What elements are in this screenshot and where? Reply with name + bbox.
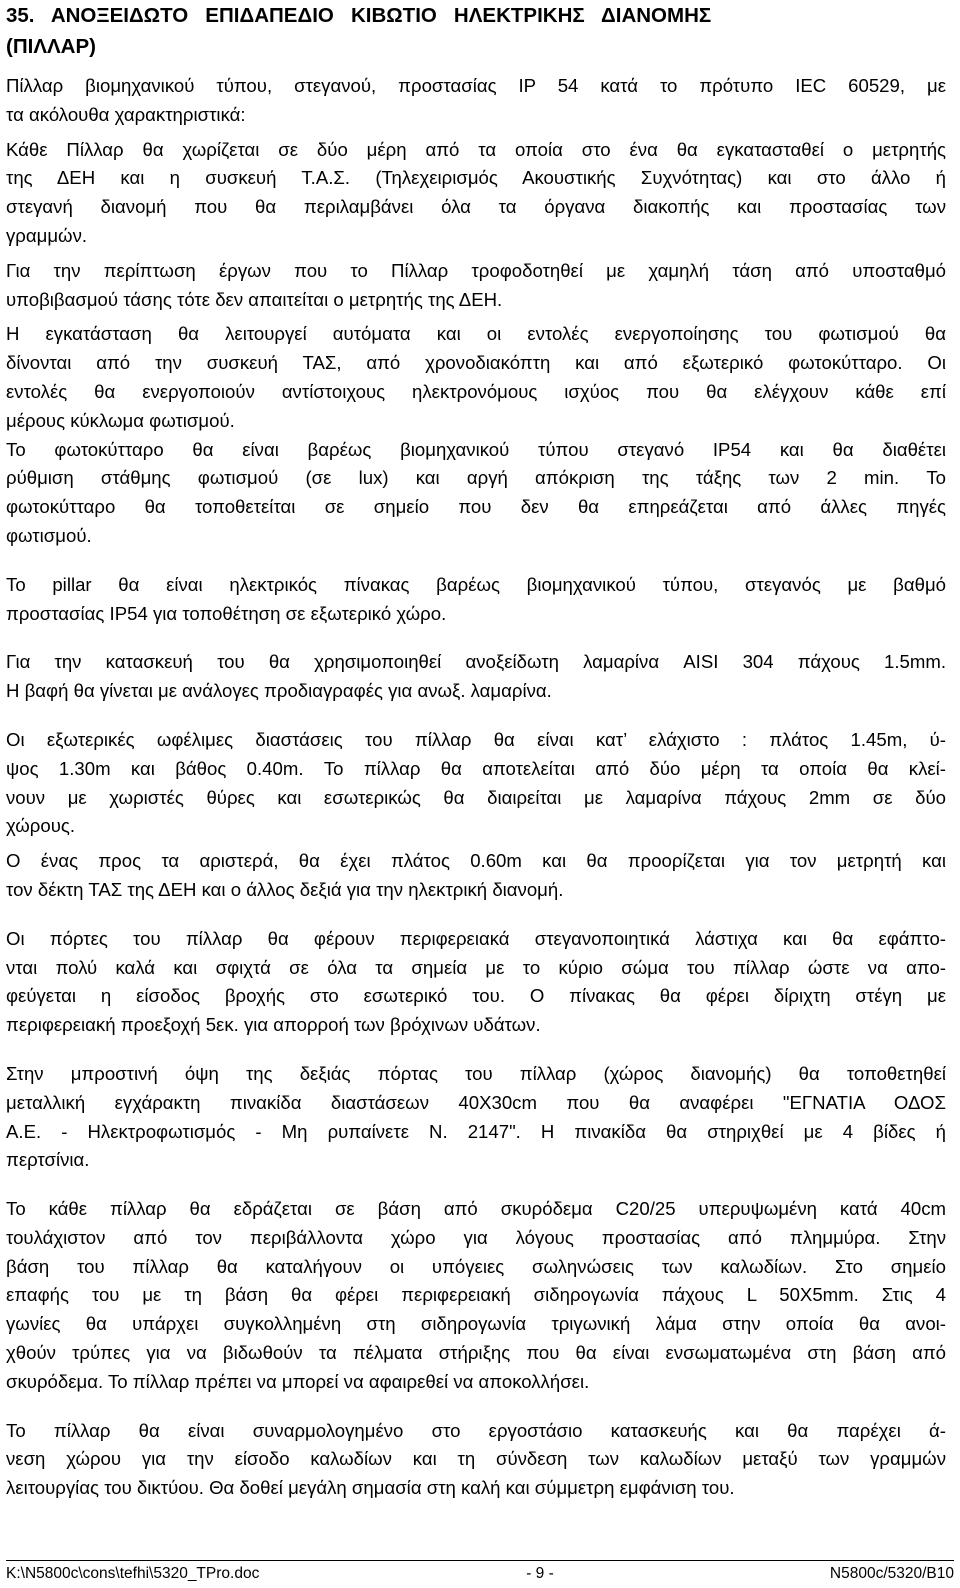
paragraph-line: βάση του πίλλαρ θα καταλήγουν οι υπόγειες σωληνώσεις των καλωδίων. Στο σημείο	[6, 1255, 946, 1277]
paragraph-line: Για την περίπτωση έργων που το Πίλλαρ τροφοδοτηθεί με χαμηλή τάση από υποσταθμό	[6, 259, 946, 281]
paragraph-line: προστασίας IP54 για τοποθέτηση σε εξωτερικό χώρο.	[6, 602, 447, 624]
paragraph-line: επαφής του με τη βάση θα φέρει περιφερειακή σιδηρογωνία πάχους L 50Χ5mm. Στις 4	[6, 1284, 946, 1306]
paragraph	[6, 436, 946, 551]
paragraph-line: Το κάθε πίλλαρ θα εδράζεται σε βάση από σκυρόδεμα C20/25 υπερυψωμένη κατά 40cm	[6, 1198, 946, 1220]
paragraph-line: Η εγκατάσταση θα λειτουργεί αυτόματα και οι εντολές ενεργοποίησης του φωτισμού θα	[6, 323, 946, 345]
section-heading	[6, 0, 946, 62]
paragraph	[6, 648, 946, 706]
paragraph	[6, 136, 946, 251]
paragraph-line: Στην μπροστινή όψη της δεξιάς πόρτας του πίλλαρ (χώρος διανομής) θα τοποθετηθεί	[6, 1062, 946, 1084]
paragraph-line: Για την κατασκευή του θα χρησιμοποιηθεί ανοξείδωτη λαμαρίνα AISI 304 πάχους 1.5mm.	[6, 651, 946, 673]
paragraph-line: Το pillar θα είναι ηλεκτρικός πίνακας βαρέως βιομηχανικού τύπου, στεγανός με βαθμό	[6, 573, 946, 595]
footer-file-path: K:\N5800c\cons\tefhi\5320_TPro.doc	[6, 1565, 260, 1582]
paragraph-line: νουν με χωριστές θύρες και εσωτερικώς θα διαιρείται με λαμαρίνα πάχους 2mm σε δύο	[6, 786, 946, 808]
heading-line-2: (ΠΙΛΛΑΡ)	[6, 35, 96, 58]
paragraph	[6, 72, 946, 130]
paragraph-line: Οι πόρτες του πίλλαρ θα φέρουν περιφερειακά στεγανοποιητικά λάστιχα και θα εφάπτο-	[6, 927, 946, 949]
footer-page-number: - 9 -	[526, 1565, 554, 1582]
paragraph-line: ψος 1.30m και βάθος 0.40m. Το πίλλαρ θα αποτελείται από δύο μέρη τα οποία θα κλεί-	[6, 757, 946, 779]
paragraph-line: φωτισμού.	[6, 524, 92, 546]
paragraph-line: χθούν τρύπες για να βιδωθούν τα πέλματα στήριξης που θα είναι ενσωματωμένα στη βάση από	[6, 1342, 946, 1364]
paragraph-line: ρύθμιση στάθμης φωτισμού (σε lux) και αργή απόκριση της τάξης των 2 min. Το	[6, 467, 946, 489]
paragraph-line: περιφερειακή προεξοχή 5εκ. για απορροή των βρόχινων υδάτων.	[6, 1014, 541, 1036]
paragraph	[6, 1417, 946, 1503]
paragraph-line: νεση χώρου για την είσοδο καλωδίων και τη σύνδεση των καλωδίων μεταξύ των γραμμών	[6, 1448, 946, 1470]
paragraph-line: Το πίλλαρ θα είναι συναρμολογημένο στο εργοστάσιο κατασκευής και θα παρέχει ά-	[6, 1419, 946, 1441]
paragraph	[6, 1060, 946, 1175]
page-footer	[6, 1560, 954, 1584]
paragraph-line: γωνίες θα υπάρχει συγκολλημένη στη σιδηρογωνία τριγωνική λάμα στην οποία θα ανοι-	[6, 1313, 946, 1335]
body-text	[6, 72, 946, 1503]
paragraph	[6, 1195, 946, 1397]
paragraph-line: Πίλλαρ βιομηχανικού τύπου, στεγανού, προστασίας IP 54 κατά το πρότυπο IEC 60529, με	[6, 75, 946, 96]
paragraph-line: νται πολύ καλά και σφιχτά σε όλα τα σημεία με το κύριο σώμα του πίλλαρ ώστε να απο-	[6, 956, 946, 978]
paragraph-line: Οι εξωτερικές ωφέλιμες διαστάσεις του πίλλαρ θα είναι κατ’ ελάχιστο : πλάτος 1.45m, ύ-	[6, 728, 946, 750]
paragraph-line: Η βαφή θα γίνεται με ανάλογες προδιαγραφές για ανωξ. λαμαρίνα.	[6, 680, 552, 702]
paragraph-line: στεγανή διανομή που θα περιλαμβάνει όλα τα όργανα διακοπής και προστασίας των	[6, 196, 946, 218]
paragraph-line: Ο ένας προς τα αριστερά, θα έχει πλάτος 0.60m και θα προορίζεται για τον μετρητή και	[6, 850, 946, 872]
paragraph-line: τουλάχιστον από τον περιβάλλοντα χώρο για λόγους προστασίας από πλημμύρα. Στην	[6, 1226, 946, 1248]
footer-doc-code: N5800c/5320/B10	[829, 1565, 954, 1582]
document-page	[6, 0, 946, 1503]
paragraph-line: της ΔΕΗ και η συσκευή Τ.Α.Σ. (Τηλεχειρισμός Ακουστικής Συχνότητας) και στο άλλο ή	[6, 167, 946, 189]
paragraph-line: εντολές θα ενεργοποιούν αντίστοιχους ηλεκτρονόμους ισχύος που θα ελέγχουν κάθε επί	[6, 380, 946, 402]
paragraph-line: χώρους.	[6, 815, 75, 837]
paragraph-line: μέρους κύκλωμα φωτισμού.	[6, 409, 235, 431]
paragraph-line: σκυρόδεμα. Το πίλλαρ πρέπει να μπορεί να αφαιρεθεί να αποκολλήσει.	[6, 1370, 590, 1392]
paragraph	[6, 726, 946, 841]
paragraph	[6, 571, 946, 629]
paragraph-line: λειτουργίας του δικτύου. Θα δοθεί μεγάλη σημασία στη καλή και σύμμετρη εμφάνιση του.	[6, 1477, 735, 1499]
paragraph-line: μεταλλική εγχάρακτη πινακίδα διαστάσεων 40Χ30cm που θα αναφέρει "ΕΓΝΑΤΙΑ ΟΔΟΣ	[6, 1091, 946, 1113]
paragraph-line: Α.Ε. - Ηλεκτροφωτισμός - Μη ρυπαίνετε Ν. 2147". Η πινακίδα θα στηριχθεί με 4 βίδες ή	[6, 1120, 946, 1142]
paragraph-line: δίνονται από την συσκευή ΤΑΣ, από χρονοδιακόπτη και από εξωτερικό φωτοκύτταρο. Οι	[6, 352, 946, 374]
paragraph-line: φωτοκύτταρο θα τοποθετείται σε σημείο που δεν θα επηρεάζεται από άλλες πηγές	[6, 496, 946, 518]
paragraph-line: Το φωτοκύτταρο θα είναι βαρέως βιομηχανικού τύπου στεγανό IP54 και θα διαθέτει	[6, 438, 946, 460]
paragraph-line: Κάθε Πίλλαρ θα χωρίζεται σε δύο μέρη από τα οποία στο ένα θα εγκατασταθεί ο μετρητής	[6, 138, 946, 160]
paragraph-line: φεύγεται η είσοδος βροχής στο εσωτερικό του. Ο πίνακας θα φέρει δίριχτη στέγη με	[6, 985, 946, 1007]
paragraph	[6, 257, 946, 315]
paragraph-line: υποβιβασμού τάσης τότε δεν απαιτείται ο μετρητής της ΔΕΗ.	[6, 288, 503, 310]
paragraph	[6, 925, 946, 1040]
paragraph-line: περτσίνια.	[6, 1149, 90, 1171]
paragraph-line: γραμμών.	[6, 224, 88, 246]
paragraph	[6, 320, 946, 435]
paragraph	[6, 847, 946, 905]
paragraph-line: τον δέκτη ΤΑΣ της ΔΕΗ και ο άλλος δεξιά για την ηλεκτρική διανομή.	[6, 878, 564, 900]
paragraph-line: τα ακόλουθα χαρακτηριστικά:	[6, 103, 246, 125]
heading-line-1: 35. ΑΝΟΞΕΙΔΩΤΟ ΕΠΙΔΑΠΕΔΙΟ ΚΙΒΩΤΙΟ ΗΛΕΚΤΡΙΚΗΣ ΔΙΑΝΟΜΗΣ	[6, 4, 712, 27]
